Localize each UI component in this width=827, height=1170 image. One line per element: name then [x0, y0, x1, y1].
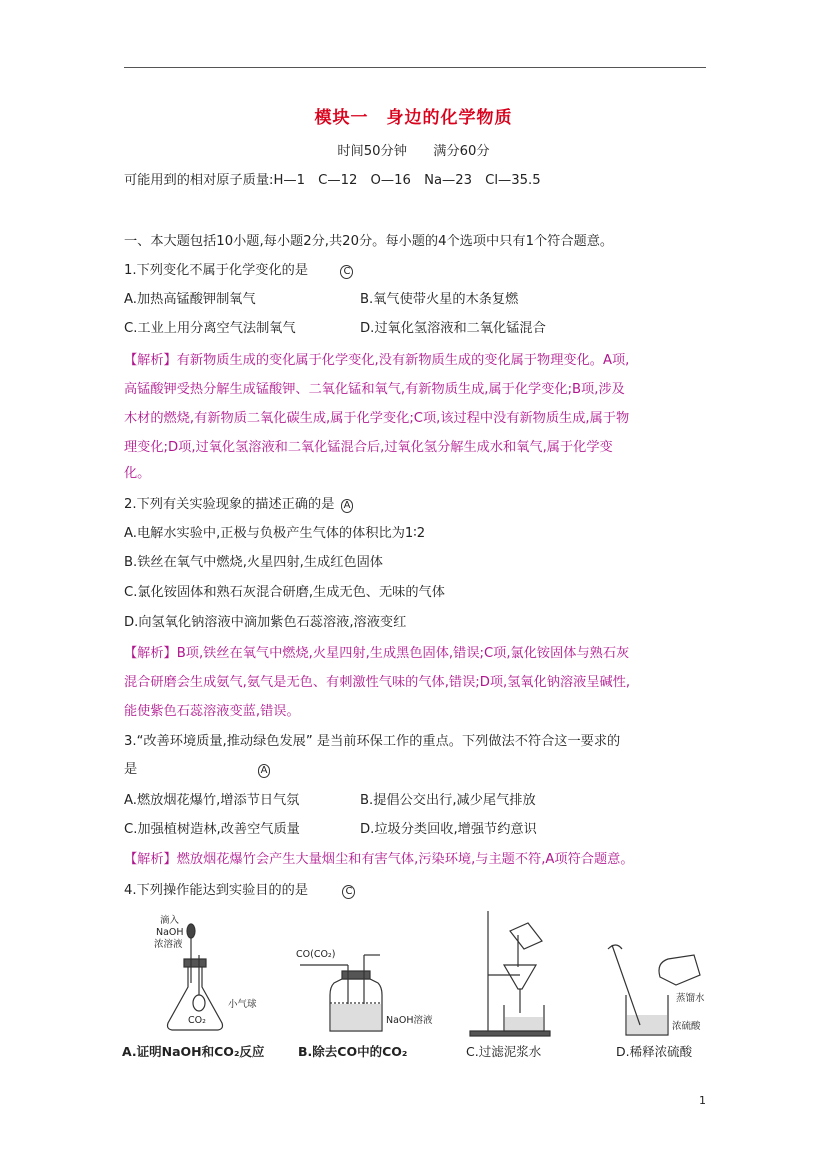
- caption-c: C.过滤泥浆水: [466, 1044, 542, 1059]
- caption-a: A.证明NaOH和CO₂反应: [122, 1044, 265, 1059]
- q3-option-a: A.燃放烟花爆竹,增添节日气氛: [124, 793, 300, 808]
- q2-option-a: A.电解水实验中,正极与负极产生气体的体积比为1∶2: [124, 526, 426, 541]
- label-acid: 浓硫酸: [672, 1021, 701, 1032]
- q2-explanation-2: 混合研磨会生成氨气,氨气是无色、有刺激性气味的气体,错误;D项,氢氧化钠溶液呈碱性,: [124, 675, 631, 690]
- label-naoh-solution: NaOH溶液: [386, 1015, 433, 1026]
- q3-option-b: B.提倡公交出行,减少尾气排放: [360, 793, 536, 808]
- apparatus-c: [470, 911, 550, 1036]
- q3-option-d: D.垃圾分类回收,增强节约意识: [360, 822, 537, 837]
- q3-option-c: C.加强植树造林,改善空气质量: [124, 822, 300, 837]
- q3-options-row2: [124, 821, 537, 839]
- apparatus-figure: [120, 905, 710, 1065]
- caption-d: D.稀释浓硫酸: [616, 1044, 693, 1059]
- q1-options-row2: [124, 320, 546, 338]
- q1-explanation-5: 化。: [124, 466, 151, 481]
- q1-option-a: A.加热高锰酸钾制氧气: [124, 292, 256, 307]
- question-2-answer: A: [341, 499, 354, 513]
- q1-explanation-2: 高锰酸钾受热分解生成锰酸钾、二氧化锰和氧气,有新物质生成,属于化学变化;B项,涉及: [124, 382, 625, 397]
- q1-options-row1: [124, 291, 519, 309]
- page-number: 1: [699, 1094, 706, 1107]
- question-4-stem: 4.下列操作能达到实验目的的是: [124, 883, 309, 898]
- q2-option-d: D.向氢氧化钠溶液中滴加紫色石蕊溶液,溶液变红: [124, 615, 407, 630]
- label-co2: CO₂: [188, 1015, 206, 1026]
- header-rule: [124, 67, 706, 68]
- page-title: 模块一 身边的化学物质: [314, 108, 513, 128]
- question-1-answer: C: [340, 265, 353, 279]
- q1-explanation-1: 【解析】有新物质生成的变化属于化学变化,没有新物质生成的变化属于物理变化。A项,: [124, 353, 630, 368]
- question-1: [124, 262, 353, 280]
- question-3-answer: A: [258, 764, 271, 778]
- question-4-answer: C: [342, 885, 355, 899]
- q1-explanation-3: 木材的燃烧,有新物质二氧化碳生成,属于化学变化;C项,该过程中没有新物质生成,属于物: [124, 411, 630, 426]
- q1-explanation-4: 理变化;D项,过氧化氢溶液和二氧化锰混合后,过氧化氢分解生成水和氧气,属于化学变: [124, 440, 613, 455]
- q2-explanation-1: 【解析】B项,铁丝在氧气中燃烧,火星四射,生成黑色固体,错误;C项,氯化铵固体与熟石灰: [124, 646, 630, 661]
- question-3-stem-2: 是: [124, 762, 138, 777]
- exam-meta: 时间50分钟 满分60分: [337, 144, 490, 159]
- q2-option-c: C.氯化铵固体和熟石灰混合研磨,生成无色、无味的气体: [124, 585, 445, 600]
- label-co-in: CO(CO₂): [296, 949, 336, 960]
- label-drop-3: 浓溶液: [154, 939, 183, 950]
- section-heading: 一、本大题包括10小题,每小题2分,共20分。每小题的4个选项中只有1个符合题意。: [124, 234, 614, 249]
- question-1-stem: 1.下列变化不属于化学变化的是: [124, 263, 309, 278]
- apparatus-b: [300, 955, 382, 1031]
- q1-option-b: B.氧气使带火星的木条复燃: [360, 292, 519, 307]
- q1-option-d: D.过氧化氢溶液和二氧化锰混合: [360, 321, 546, 336]
- q3-options-row1: [124, 792, 536, 810]
- q2-option-b: B.铁丝在氧气中燃烧,火星四射,生成红色固体: [124, 555, 383, 570]
- question-2-stem: 2.下列有关实验现象的描述正确的是: [124, 497, 335, 512]
- q3-explanation-1: 【解析】燃放烟花爆竹会产生大量烟尘和有害气体,污染环境,与主题不符,A项符合题意。: [124, 852, 634, 867]
- atomic-mass: 可能用到的相对原子质量:H—1 C—12 O—16 Na—23 Cl—35.5: [124, 173, 541, 188]
- q2-explanation-3: 能使紫色石蕊溶液变蓝,错误。: [124, 704, 300, 719]
- question-3-stem-1: 3.“改善环境质量,推动绿色发展” 是当前环保工作的重点。下列做法不符合这一要求的: [124, 734, 621, 749]
- label-drop-2: NaOH: [156, 927, 184, 938]
- label-drop-1: 滴入: [160, 915, 180, 926]
- q1-option-c: C.工业上用分离空气法制氧气: [124, 321, 296, 336]
- question-3: [124, 761, 270, 779]
- question-2: [124, 496, 353, 514]
- label-water: 蒸馏水: [676, 993, 705, 1004]
- label-balloon: 小气球: [228, 999, 257, 1010]
- question-4: [124, 882, 355, 900]
- caption-b: B.除去CO中的CO₂: [298, 1044, 408, 1059]
